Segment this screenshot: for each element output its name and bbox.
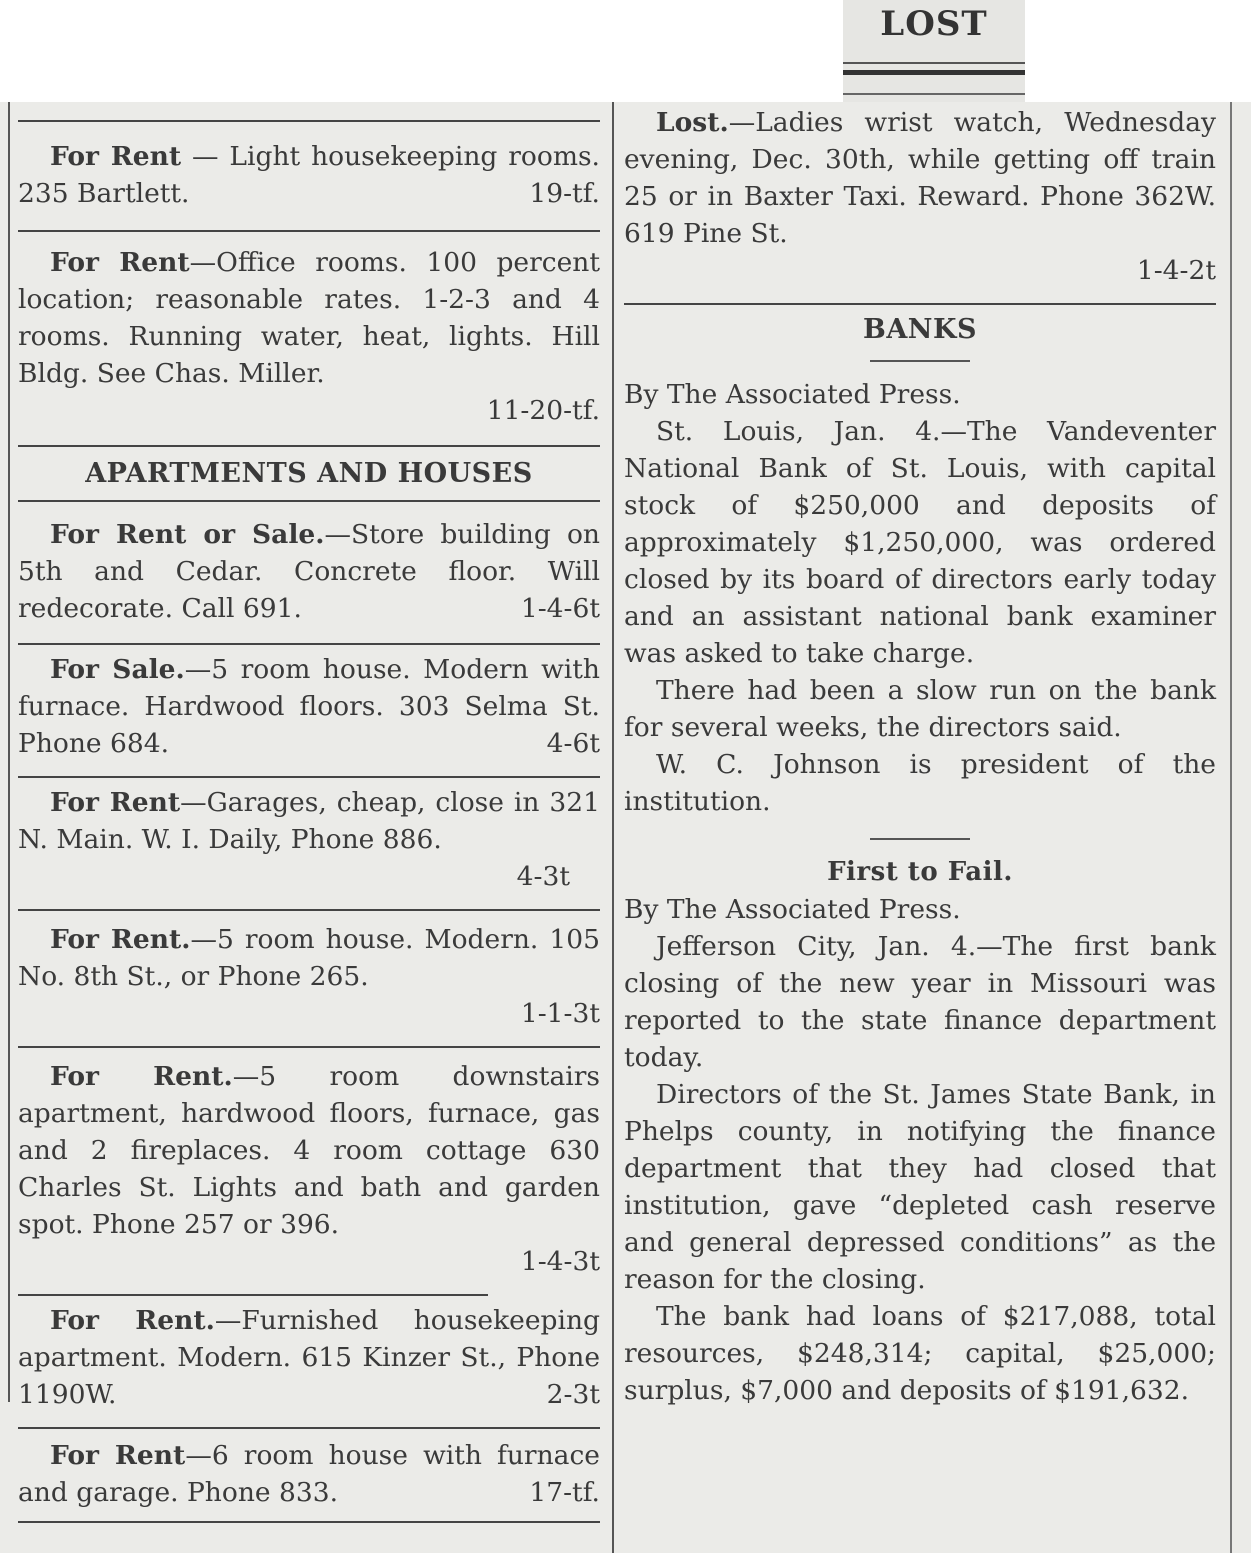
ad-lead: For Rent or Sale. bbox=[50, 519, 325, 550]
rule bbox=[18, 445, 600, 447]
classified-ad bbox=[18, 516, 600, 627]
banks-story bbox=[624, 376, 1216, 820]
ad-code: 1-4-6t bbox=[520, 593, 600, 624]
rule bbox=[18, 230, 600, 232]
classified-ad bbox=[18, 1302, 600, 1413]
rule bbox=[18, 909, 600, 911]
rule bbox=[843, 70, 1025, 75]
paragraph: W. C. Johnson is president of the institution. bbox=[624, 749, 1216, 817]
classified-ad bbox=[18, 921, 600, 1032]
lost-ad bbox=[624, 104, 1216, 289]
ad-code: 17-tf. bbox=[529, 1477, 600, 1508]
paragraph: St. Louis, Jan. 4.—The Vandeventer National Bank of St. Louis, with capital stock of $250,000 and deposits of approximately $1,250,000, was ordered closed by its board of directors early today and an assistant national bank examiner was asked to take charge. bbox=[624, 416, 1216, 669]
column-border-left bbox=[8, 102, 10, 1402]
ad-lead: For Rent bbox=[50, 787, 181, 818]
ad-lead: For Rent bbox=[50, 141, 182, 172]
paragraph: The bank had loans of $217,088, total resources, $248,314; capital, $25,000; surplus, $7,000 and deposits of $191,632. bbox=[624, 1301, 1216, 1406]
paragraph: Jefferson City, Jan. 4.—The first bank closing of the new year in Missouri was reported to the state finance department today. bbox=[624, 931, 1216, 1073]
ad-body: —5 room house. Modern with furnace. Hardwood floors. 303 Selma St. Phone 684. bbox=[18, 654, 600, 759]
ad-body: —5 room downstairs apartment, hardwood floors, furnace, gas and 2 fireplaces. 4 room cottage 630 Charles St. Lights and bath and garden spot. Phone 257 or 396. bbox=[18, 1061, 600, 1240]
ad-lead: For Rent bbox=[50, 247, 190, 278]
classified-ad bbox=[18, 1437, 600, 1511]
ad-body: —Furnished housekeeping apartment. Modern. 615 Kinzer St., Phone 1190W. bbox=[18, 1305, 600, 1410]
rule bbox=[843, 93, 1025, 95]
rule bbox=[18, 1427, 600, 1429]
ad-code: 1-4-2t bbox=[1136, 255, 1216, 286]
ad-code: 4-3t bbox=[516, 861, 570, 892]
ad-body: — Light housekeeping rooms. 235 Bartlett. bbox=[18, 141, 600, 209]
ad-lead: For Rent bbox=[50, 1440, 186, 1471]
news-column bbox=[624, 102, 1216, 1409]
classified-ad bbox=[18, 651, 600, 762]
byline: By The Associated Press. bbox=[624, 894, 961, 925]
ad-code: 19-tf. bbox=[529, 178, 600, 209]
ad-lead: For Rent. bbox=[50, 924, 191, 955]
ad-body: —Ladies wrist watch, Wednesday evening, Dec. 30th, while getting off train 25 or in Baxter Taxi. Reward. Phone 362W. 619 Pine St. bbox=[624, 107, 1216, 249]
ad-body: —5 room house. Modern. 105 No. 8th St., or Phone 265. bbox=[18, 924, 600, 992]
rule bbox=[18, 643, 600, 645]
banks-heading: BANKS bbox=[863, 314, 977, 345]
classified-ad bbox=[18, 784, 600, 895]
rule bbox=[18, 1046, 600, 1048]
ad-lead: For Sale. bbox=[50, 654, 185, 685]
rule bbox=[18, 776, 600, 778]
ad-lead: For Rent. bbox=[50, 1061, 233, 1092]
classified-ad bbox=[18, 138, 600, 212]
rule bbox=[18, 1521, 600, 1523]
column-divider bbox=[612, 102, 614, 1553]
classified-ad bbox=[18, 244, 600, 429]
first-to-fail-story bbox=[624, 891, 1216, 1409]
section-heading: APARTMENTS AND HOUSES bbox=[85, 458, 533, 489]
rule bbox=[18, 1294, 488, 1296]
byline: By The Associated Press. bbox=[624, 379, 961, 410]
lost-section-header bbox=[843, 0, 1025, 102]
classified-ad bbox=[18, 1058, 600, 1280]
rule bbox=[18, 120, 600, 122]
paragraph: Directors of the St. James State Bank, in Phelps county, in notifying the finance department that they had closed that institution, gave “depleted cash reserve and general depressed conditions” as the reason for the closing. bbox=[624, 1079, 1216, 1295]
ad-body: —6 room house with furnace and garage. Phone 833. bbox=[18, 1440, 600, 1508]
ad-code: 1-1-3t bbox=[520, 998, 600, 1029]
column-border-right bbox=[1230, 102, 1232, 1553]
ad-code: 1-4-3t bbox=[520, 1246, 600, 1277]
ad-lead: For Rent. bbox=[50, 1305, 215, 1336]
rule bbox=[624, 303, 1216, 305]
ad-body: —Garages, cheap, close in 321 N. Main. W. I. Daily, Phone 886. bbox=[18, 787, 600, 855]
classified-column bbox=[18, 102, 600, 1523]
rule bbox=[18, 500, 600, 502]
ad-body: —Store building on 5th and Cedar. Concrete floor. Will redecorate. Call 691. bbox=[18, 519, 600, 624]
ad-body: —Office rooms. 100 percent location; reasonable rates. 1-2-3 and 4 rooms. Running water, heat, lights. Hill Bldg. See Chas. Miller. bbox=[18, 247, 600, 389]
lost-title: LOST bbox=[880, 4, 988, 44]
ad-code: 4-6t bbox=[546, 728, 600, 759]
rule bbox=[843, 62, 1025, 64]
rule bbox=[870, 360, 970, 362]
rule bbox=[870, 838, 970, 840]
paragraph: There had been a slow run on the bank for several weeks, the directors said. bbox=[624, 675, 1216, 743]
ad-code: 11-20-tf. bbox=[486, 395, 600, 426]
ad-code: 2-3t bbox=[546, 1379, 600, 1410]
first-to-fail-heading: First to Fail. bbox=[827, 857, 1013, 887]
ad-lead: Lost. bbox=[656, 107, 729, 138]
